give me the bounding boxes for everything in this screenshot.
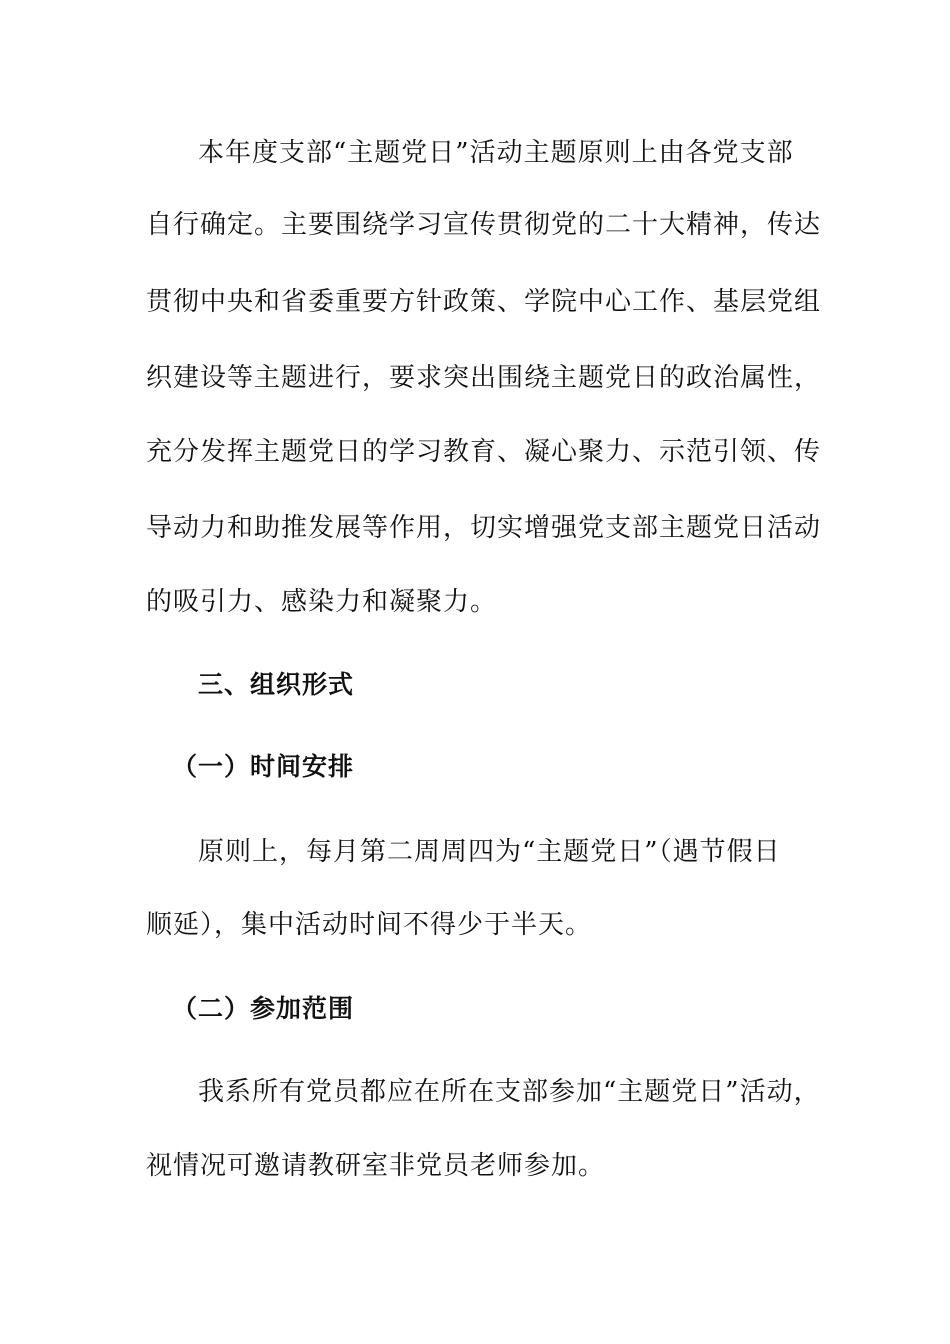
paragraph-line: 充分发挥主题党日的学习教育、凝心聚力、示范引领、传 [146,437,822,467]
paragraph-line: 自行确定。主要围绕学习宣传贯彻党的二十大精神，传达 [146,210,822,240]
paragraph-line: 的吸引力、感染力和凝聚力。 [146,587,498,617]
subsection-heading: （一）时间安排 [172,752,355,781]
paragraph-line: 贯彻中央和省委重要方针政策、学院中心工作、基层党组 [146,287,822,317]
paragraph-line: 原则上，每月第二周周四为“主题党日”（遇节假日 [198,837,781,867]
paragraph-line: 我系所有党员都应在所在支部参加“主题党日”活动， [198,1077,821,1107]
paragraph-line: 顺延），集中活动时间不得少于半天。 [146,910,593,940]
paragraph-line: 织建设等主题进行，要求突出围绕主题党日的政治属性， [146,363,822,393]
subsection-heading: （二）参加范围 [172,994,355,1023]
section-heading: 三、组织形式 [198,670,355,699]
paragraph-line: 本年度支部“主题党日”活动主题原则上由各党支部 [198,138,794,168]
paragraph-line: 导动力和助推发展等作用，切实增强党支部主题党日活动 [146,513,822,543]
paragraph-line: 视情况可邀请教研室非党员老师参加。 [146,1151,606,1181]
